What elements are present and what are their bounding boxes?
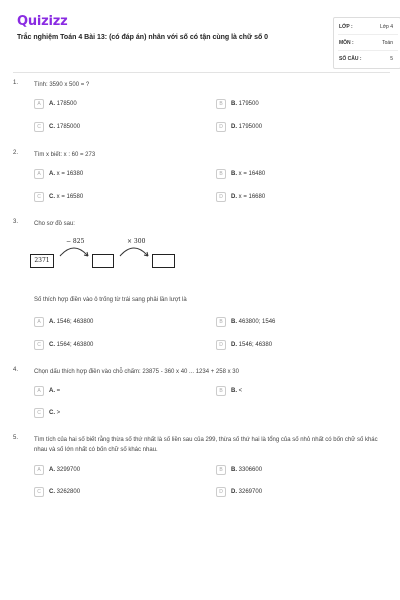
question-text: Cho sơ đồ sau: [34,221,75,227]
option-label: B [216,169,226,179]
option-label: A [34,317,44,327]
header-divider [13,72,390,73]
option-text [231,342,272,348]
document-title: Trắc nghiệm Toán 4 Bài 13: (có đáp án) nhân với số có tận cùng là chữ số 0 [17,34,269,41]
option-text [49,171,83,177]
option-value: 178500 [56,101,77,107]
option-value: > [56,410,61,416]
option-value: x = 16480 [238,171,266,177]
question-number: 3. [13,219,19,225]
option-letter: B. [231,101,237,107]
option-value: 3306600 [238,467,263,473]
divider [338,34,398,35]
question-number: 5. [13,435,19,441]
option-letter: B. [231,467,237,473]
option-letter: C. [49,342,55,348]
option-text [231,194,265,200]
option-label: A [34,169,44,179]
option-value: < [238,388,243,394]
option-label: A [34,386,44,396]
option-label: C [34,408,44,418]
option-letter: A. [49,388,55,394]
option-letter: D. [231,194,237,200]
operation-2: × 300 [127,238,146,245]
info-value: Lớp 4 [379,24,393,30]
question-subtext: Số thích hợp điền vào ô trống từ trái sang phải lần lượt là [34,297,187,303]
option-text [231,101,259,107]
option-text [49,410,60,416]
start-box: 2371 [30,254,54,268]
option-text [231,171,265,177]
option-letter: A. [49,171,55,177]
option-letter: D. [231,489,237,495]
blank-box-2[interactable] [152,254,175,268]
option-text [49,388,60,394]
option-value: 1546; 463800 [56,319,94,325]
option-value: 179500 [238,101,259,107]
option-letter: B. [231,388,237,394]
divider [338,50,398,51]
option-text [231,467,262,473]
option-text [49,194,83,200]
option-letter: D. [231,342,237,348]
question-text: Chọn dấu thích hợp điền vào chỗ chấm: 23875 - 360 x 40 ... 1234 + 258 x 30 [34,369,239,375]
option-letter: C. [49,124,55,130]
question-number: 1. [13,80,19,86]
option-text [231,489,262,495]
option-text [231,388,242,394]
option-label: B [216,465,226,475]
option-letter: A. [49,467,55,473]
info-key: LỚP : [339,24,353,30]
option-letter: C. [49,410,55,416]
option-text [231,319,275,325]
option-value: 3269700 [238,489,263,495]
blank-box-1[interactable] [92,254,114,268]
arrow-2 [120,248,148,256]
option-value: 463800; 1546 [238,319,276,325]
option-value: 3299700 [56,467,81,473]
option-value: 1564; 463800 [56,342,94,348]
info-box [333,17,400,69]
option-value: x = 16680 [238,194,266,200]
option-label: D [216,340,226,350]
option-value: = [56,388,61,394]
operation-1: − 825 [66,238,85,245]
option-letter: A. [49,101,55,107]
option-label: A [34,99,44,109]
option-label: D [216,487,226,497]
option-letter: B. [231,319,237,325]
option-label: B [216,386,226,396]
option-label: C [34,192,44,202]
option-text [49,101,77,107]
option-value: x = 16580 [56,194,84,200]
option-letter: B. [231,171,237,177]
question-text: Tìm x biết: x : 60 = 273 [34,152,96,158]
option-value: 1546; 46380 [238,342,273,348]
info-value: 5 [390,56,393,62]
flow-diagram [30,236,190,276]
option-label: D [216,192,226,202]
option-text [49,319,93,325]
option-value: 1785000 [56,124,81,130]
option-label: C [34,487,44,497]
info-value: Toán [382,40,393,46]
arrow-1 [60,248,88,256]
page-header [13,11,393,67]
info-key: SỐ CÂU : [339,56,362,62]
option-letter: D. [231,124,237,130]
quizizz-logo: Quizizz [17,14,68,29]
option-label: C [34,122,44,132]
question-text: Tìm tích của hai số biết rằng thừa số thứ nhất là số liền sau của 299, thừa số thứ hai là tổng của số nhỏ nhất có bốn chữ số khác nhau và số lớn nhất có bốn chữ số khác nhau. [34,437,378,453]
option-text [231,124,262,130]
option-value: 1795000 [238,124,263,130]
option-letter: A. [49,319,55,325]
question-number: 2. [13,150,19,156]
option-letter: C. [49,194,55,200]
option-label: D [216,122,226,132]
question-text: Tính: 3590 x 500 = ? [34,82,90,88]
option-label: A [34,465,44,475]
option-value: x = 16380 [56,171,84,177]
option-label: C [34,340,44,350]
option-text [49,489,80,495]
option-text [49,467,80,473]
option-value: 3262800 [56,489,81,495]
option-label: B [216,99,226,109]
question-number: 4. [13,367,19,373]
option-text [49,342,93,348]
option-text [49,124,80,130]
info-key: MÔN : [339,40,354,46]
option-letter: C. [49,489,55,495]
option-label: B [216,317,226,327]
